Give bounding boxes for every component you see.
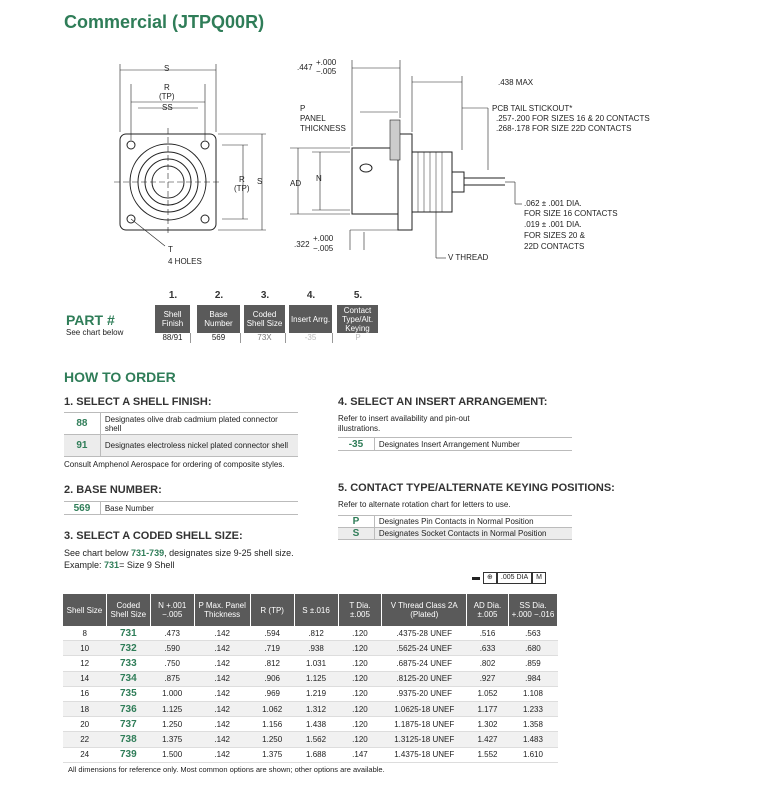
section-2-title: 2. BASE NUMBER: [64, 484, 162, 496]
option-desc: Designates olive drab cadmium plated connector shell [100, 413, 298, 434]
section-5-title: 5. CONTACT TYPE/ALTERNATE KEYING POSITIONS: [338, 482, 615, 494]
table-cell: .516 [467, 626, 509, 641]
pcb-tail-16-20: .257-.200 FOR SIZES 16 & 20 CONTACTS [496, 114, 650, 123]
table-row [63, 656, 558, 671]
base-number-option [64, 501, 298, 515]
pn-value: P [355, 333, 361, 342]
table-cell: 1.610 [508, 747, 557, 762]
table-cell: .750 [150, 656, 194, 671]
table-cell: 1.0625-18 UNEF [382, 701, 467, 716]
pn-num: 3. [260, 290, 270, 301]
table-cell: 1.125 [294, 671, 338, 686]
table-cell: 1.562 [294, 732, 338, 747]
table-cell: 1.312 [294, 701, 338, 716]
mmc-icon: M [532, 572, 546, 584]
col-header: T Dia. ±.005 [338, 594, 382, 626]
dim-ss: SS [162, 103, 173, 112]
dim-322: .322 [294, 240, 310, 249]
table-cell: 1.358 [508, 717, 557, 732]
table-cell: 1.500 [150, 747, 194, 762]
table-cell: 10 [63, 641, 106, 656]
table-row [63, 641, 558, 656]
coded-shell-example [64, 560, 174, 570]
table-header-row [63, 594, 558, 626]
table-cell: .142 [194, 641, 250, 656]
insert-note: Refer to insert availability and pin-out illustrations. [338, 414, 470, 433]
table-cell: .142 [194, 701, 250, 716]
table-cell: 732 [106, 641, 150, 656]
dim-r-side-tp: (TP) [234, 184, 250, 193]
table-row [63, 732, 558, 747]
table-cell: .719 [250, 641, 294, 656]
table-cell: .4375-28 UNEF [382, 626, 467, 641]
pn-header: Base Number [197, 305, 241, 333]
option-code: -35 [348, 438, 364, 450]
table-cell: .875 [150, 671, 194, 686]
part-number-subtitle: See chart below [66, 328, 124, 337]
table-cell: .802 [467, 656, 509, 671]
col-header: Shell Size [63, 594, 106, 626]
col-header: N +.001 −.005 [150, 594, 194, 626]
table-cell: 1.375 [250, 747, 294, 762]
col-header: S ±.016 [294, 594, 338, 626]
connector-drawing [0, 0, 759, 300]
pn-value: 88/91 [155, 333, 191, 343]
table-cell: 16 [63, 686, 106, 701]
table-row [63, 626, 558, 641]
dimensions-table [63, 594, 558, 763]
table-cell: .590 [150, 641, 194, 656]
col-header: SS Dia. +.000 −.016 [508, 594, 557, 626]
example-code: 731 [104, 560, 120, 570]
text-part: Example: [64, 560, 105, 570]
coded-range: 731-739 [131, 548, 165, 558]
table-cell: 736 [106, 701, 150, 716]
col-header: R (TP) [250, 594, 294, 626]
table-cell: 1.125 [150, 701, 194, 716]
table-cell: 12 [63, 656, 106, 671]
pn-num: 2. [214, 290, 224, 301]
table-cell: 1.156 [250, 717, 294, 732]
section-1-title: 1. SELECT A SHELL FINISH: [64, 396, 212, 408]
col-header: Coded Shell Size [106, 594, 150, 626]
table-cell: 1.052 [467, 686, 509, 701]
dia-019-for: FOR SIZES 20 & [524, 231, 585, 240]
table-cell: 737 [106, 717, 150, 732]
table-cell: .594 [250, 626, 294, 641]
table-cell: .120 [338, 701, 382, 716]
dim-447: .447 [297, 63, 313, 72]
table-cell: .5625-24 UNEF [382, 641, 467, 656]
dim-r-top-tp: (TP) [159, 92, 175, 101]
section-3-title: 3. SELECT A CODED SHELL SIZE: [64, 530, 243, 542]
pn-col-1 [155, 290, 191, 343]
insert-arrangement-option [338, 437, 572, 451]
table-cell: .142 [194, 732, 250, 747]
tolerance-dia: .005 DIA [497, 572, 532, 584]
section-4-title: 4. SELECT AN INSERT ARRANGEMENT: [338, 396, 548, 408]
pcb-tail-label: PCB TAIL STICKOUT* [492, 104, 573, 113]
table-cell: .120 [338, 671, 382, 686]
table-cell: .142 [194, 686, 250, 701]
table-row [63, 671, 558, 686]
shell-finish-options [64, 412, 298, 457]
option-desc: Designates electroless nickel plated connector shell [100, 435, 298, 456]
table-cell: 1.3125-18 UNEF [382, 732, 467, 747]
dia-019-22d: 22D CONTACTS [524, 242, 585, 251]
table-cell: 735 [106, 686, 150, 701]
table-cell: 731 [106, 626, 150, 641]
option-row [338, 515, 572, 527]
text-part: See chart below [64, 548, 132, 558]
table-cell: .120 [338, 732, 382, 747]
table-cell: 14 [63, 671, 106, 686]
pn-num: 5. [353, 290, 363, 301]
table-cell: 24 [63, 747, 106, 762]
table-cell: 738 [106, 732, 150, 747]
option-code: 88 [76, 418, 88, 429]
contact-type-options [338, 515, 572, 540]
option-code: P [352, 516, 360, 527]
pn-header: Shell Finish [155, 305, 191, 333]
table-cell: 1.1875-18 UNEF [382, 717, 467, 732]
col-header: V Thread Class 2A (Plated) [382, 594, 467, 626]
table-cell: .120 [338, 641, 382, 656]
thickness-label: THICKNESS [300, 124, 346, 133]
table-cell: 1.438 [294, 717, 338, 732]
table-cell: .120 [338, 717, 382, 732]
table-cell: 1.233 [508, 701, 557, 716]
table-cell: .473 [150, 626, 194, 641]
table-cell: 1.108 [508, 686, 557, 701]
table-cell: .142 [194, 671, 250, 686]
table-cell: 1.219 [294, 686, 338, 701]
four-holes-label: 4 HOLES [168, 257, 202, 266]
dim-s-side: S [257, 177, 263, 186]
table-cell: .906 [250, 671, 294, 686]
pn-value: -35 [289, 333, 333, 343]
option-row [64, 501, 298, 515]
table-row [63, 686, 558, 701]
table-row [63, 701, 558, 716]
dim-s-top: S [164, 64, 170, 73]
pn-header: Coded Shell Size [244, 305, 286, 333]
table-cell: .812 [294, 626, 338, 641]
table-cell: .812 [250, 656, 294, 671]
table-cell: .6875-24 UNEF [382, 656, 467, 671]
table-cell: 1.552 [467, 747, 509, 762]
option-row [338, 437, 572, 451]
table-cell: 1.375 [150, 732, 194, 747]
table-cell: 1.250 [250, 732, 294, 747]
col-header: AD Dia. ±.005 [467, 594, 509, 626]
table-cell: 1.427 [467, 732, 509, 747]
table-cell: 1.062 [250, 701, 294, 716]
pn-value: 569 [197, 333, 241, 343]
pn-value: 73X [244, 333, 286, 343]
option-code: S [352, 528, 360, 539]
table-cell: .142 [194, 626, 250, 641]
position-icon: ⊕ [483, 572, 497, 584]
dim-322-plus: +.000 [313, 234, 334, 243]
table-cell: .142 [194, 717, 250, 732]
table-cell: .680 [508, 641, 557, 656]
pn-num: 1. [168, 290, 178, 301]
footer-note: All dimensions for reference only. Most common options are shown; other options are available. [68, 765, 385, 774]
coded-shell-desc [64, 548, 294, 558]
dim-t: T [168, 245, 173, 254]
table-cell: .147 [338, 747, 382, 762]
option-desc: Designates Socket Contacts in Normal Position [374, 528, 572, 539]
table-cell: 18 [63, 701, 106, 716]
dim-438-max: .438 MAX [498, 78, 534, 87]
table-cell: 20 [63, 717, 106, 732]
option-row [64, 434, 298, 457]
table-cell: 1.250 [150, 717, 194, 732]
option-desc: Base Number [100, 502, 298, 514]
dim-447-plus: +.000 [316, 58, 337, 67]
composite-note: Consult Amphenol Aerospace for ordering of composite styles. [64, 460, 285, 469]
table-cell: 1.483 [508, 732, 557, 747]
pn-col-2 [197, 290, 241, 343]
table-cell: .9375-20 UNEF [382, 686, 467, 701]
table-cell: .938 [294, 641, 338, 656]
table-cell: 22 [63, 732, 106, 747]
table-cell: 1.177 [467, 701, 509, 716]
pcb-tail-22d: .268-.178 FOR SIZE 22D CONTACTS [496, 124, 632, 133]
v-thread-label: V THREAD [448, 253, 489, 262]
option-desc: Designates Pin Contacts in Normal Position [374, 516, 572, 527]
col-header: P Max. Panel Thickness [194, 594, 250, 626]
keying-note: Refer to alternate rotation chart for letters to use. [338, 500, 511, 509]
n-label: N [316, 174, 322, 183]
panel-label: PANEL [300, 114, 326, 123]
table-cell: .120 [338, 626, 382, 641]
table-cell: 1.4375-18 UNEF [382, 747, 467, 762]
part-number-title: PART # [66, 312, 115, 328]
table-row [63, 717, 558, 732]
p-label: P [300, 104, 306, 113]
dim-r-side: R [239, 175, 245, 184]
table-cell: .984 [508, 671, 557, 686]
option-row [64, 412, 298, 434]
table-cell: .120 [338, 656, 382, 671]
table-cell: .927 [467, 671, 509, 686]
pn-col-5 [337, 290, 379, 343]
table-cell: .142 [194, 656, 250, 671]
table-row [63, 747, 558, 762]
pn-col-4 [289, 290, 333, 343]
table-cell: 8 [63, 626, 106, 641]
table-cell: 1.000 [150, 686, 194, 701]
table-cell: .142 [194, 747, 250, 762]
table-cell: .859 [508, 656, 557, 671]
dim-447-minus: −.005 [316, 67, 337, 76]
table-cell: 733 [106, 656, 150, 671]
table-cell: 1.031 [294, 656, 338, 671]
dia-062-for: FOR SIZE 16 CONTACTS [524, 209, 618, 218]
dia-019: .019 ± .001 DIA. [524, 220, 582, 229]
table-cell: .969 [250, 686, 294, 701]
table-cell: .633 [467, 641, 509, 656]
dim-r-top: R [164, 83, 170, 92]
option-code: 91 [76, 440, 88, 451]
pn-col-3 [244, 290, 286, 343]
table-cell: .8125-20 UNEF [382, 671, 467, 686]
text-part: = Size 9 Shell [119, 560, 175, 570]
option-code: 569 [73, 502, 91, 514]
how-to-order-heading: HOW TO ORDER [64, 369, 176, 385]
table-cell: 739 [106, 747, 150, 762]
dia-062: .062 ± .001 DIA. [524, 199, 582, 208]
position-tolerance [472, 572, 546, 584]
text-part: , designates size 9-25 shell size. [164, 548, 294, 558]
option-row [338, 527, 572, 540]
dim-322-minus: −.005 [313, 244, 334, 253]
pn-header: Insert Arrg. [289, 305, 333, 333]
table-cell: 1.302 [467, 717, 509, 732]
table-cell: 1.688 [294, 747, 338, 762]
ad-label: AD [290, 179, 302, 188]
table-cell: .120 [338, 686, 382, 701]
pn-header: Contact Type/Alt. Keying [337, 305, 379, 333]
option-desc: Designates Insert Arrangement Number [374, 438, 572, 450]
table-cell: .563 [508, 626, 557, 641]
tolerance-mark [472, 577, 480, 580]
pn-num: 4. [306, 290, 316, 301]
table-cell: 734 [106, 671, 150, 686]
page-title: Commercial (JTPQ00R) [64, 12, 265, 32]
